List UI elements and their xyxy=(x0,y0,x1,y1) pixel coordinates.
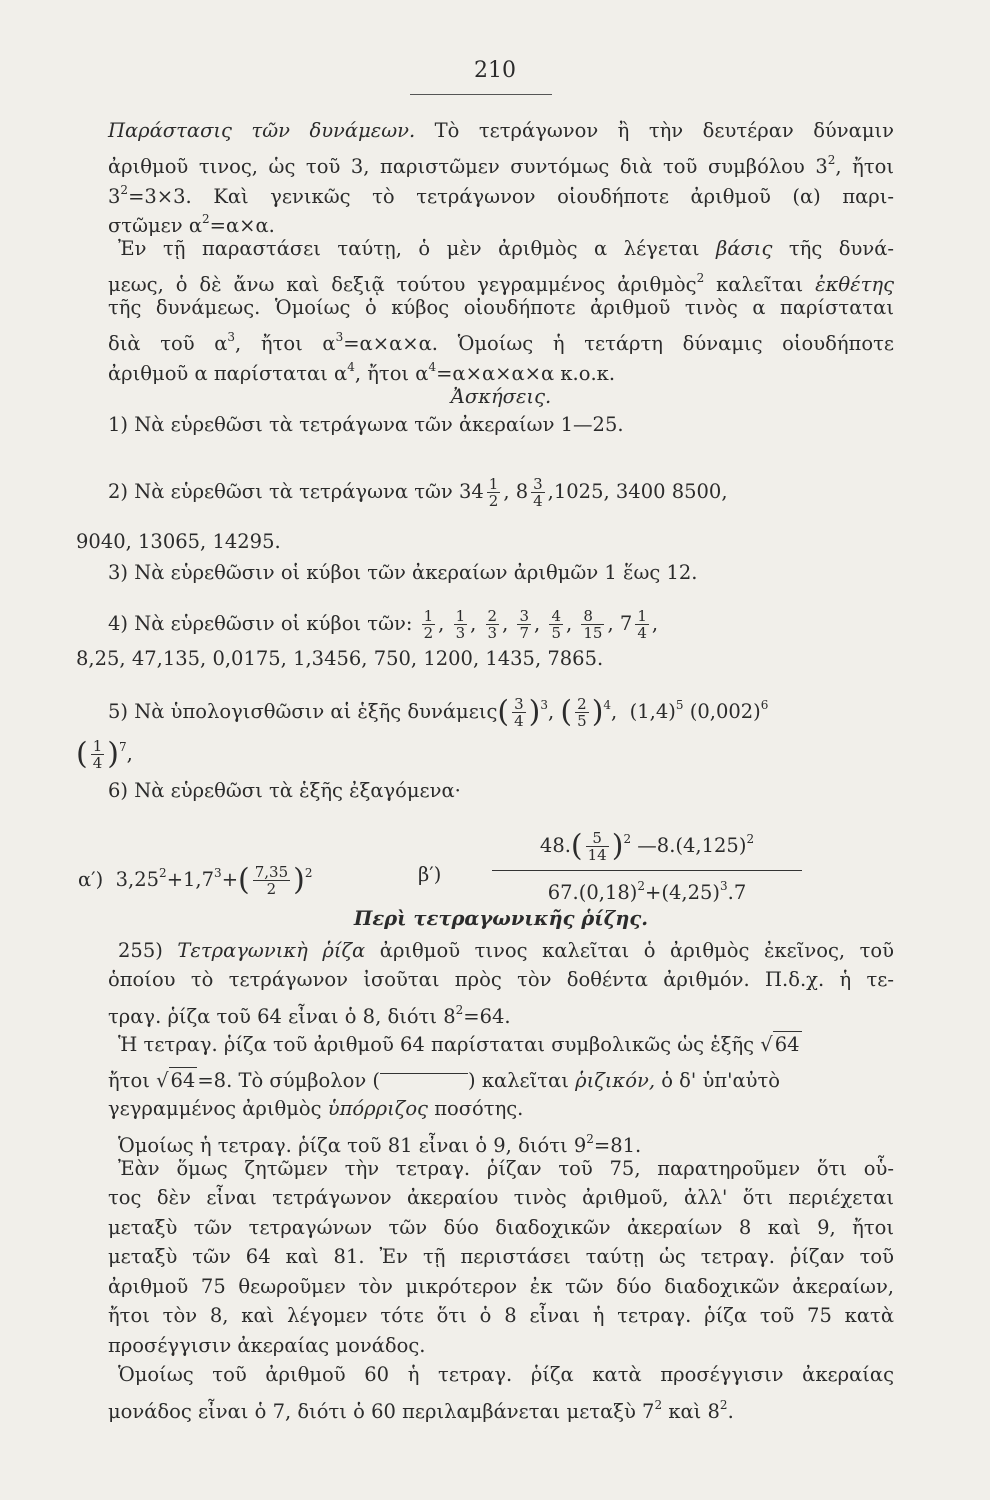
exponent: 2 xyxy=(654,1398,663,1412)
exercise-2-line2: 9040, 13065, 14295. xyxy=(76,530,281,553)
fraction xyxy=(581,608,604,641)
p60-line2 xyxy=(108,1392,894,1425)
exercise-1: 1) Νὰ εὑρεθῶσι τὰ τετράγωνα τῶν ἀκεραίων 1—25. xyxy=(108,413,624,436)
denominator: 2 xyxy=(266,880,277,898)
text: —8.(4,125) xyxy=(637,834,747,857)
fraction xyxy=(575,696,589,729)
denominator: 2 xyxy=(488,492,499,510)
exponent: 2 xyxy=(637,879,646,893)
denominator: 4 xyxy=(637,624,647,642)
sym-line1 xyxy=(118,1031,908,1058)
text: + xyxy=(221,868,239,891)
text: ἀριθμοῦ α παρίσταται α xyxy=(108,362,348,385)
text: =α×α. xyxy=(209,214,275,237)
exponent: 2 xyxy=(719,1398,728,1412)
page-number: 210 xyxy=(474,58,516,83)
exercise-6b-denominator xyxy=(492,873,802,906)
p255-line2: ὁποίου τὸ τετράγωνον ἰσοῦται πρὸς τὸν δοθέντα ἀριθμόν. Π.δ.χ. ἡ τε- xyxy=(108,968,894,991)
denominator: 4 xyxy=(514,712,524,730)
exercise-6b-label: β′) xyxy=(418,863,442,886)
numerator: 1 xyxy=(637,607,647,625)
exponent: 3 xyxy=(540,698,549,712)
sym-line3 xyxy=(108,1096,894,1122)
para2-line2 xyxy=(108,265,894,298)
para1-title: Παράστασις τῶν δυνάμεων. xyxy=(108,119,416,142)
exponent: 2 xyxy=(455,1003,464,1017)
exponent: 3 xyxy=(214,866,222,880)
p75-line2: τος δὲν εἶναι τετράγωνον ἀκεραίου τινὸς ἀριθμοῦ, ἀλλ' ὅτι περιέχεται xyxy=(108,1186,894,1209)
denominator: 15 xyxy=(583,624,603,642)
numerator: 7,35 xyxy=(254,863,289,881)
text: , ἤτοι α xyxy=(354,362,429,385)
exponent: 2 xyxy=(304,866,313,880)
text: 5) Νὰ ὑπολογισθῶσιν αἱ ἑξῆς δυνάμεις xyxy=(108,700,498,723)
section-heading: Περὶ τετραγωνικῆς ῥίζης. xyxy=(353,907,649,930)
text: =α×α×α. Ὁμοίως ἡ τετάρτη δύναμις οἱουδήποτε xyxy=(343,332,894,355)
text: ἤτοι xyxy=(108,1069,150,1092)
text: , ἤτοι α xyxy=(235,332,336,355)
text: 67.(0,18) xyxy=(547,881,638,904)
exponent: 5 xyxy=(675,698,684,712)
sym-line2 xyxy=(108,1067,894,1094)
text: =α×α×α×α κ.ο.κ. xyxy=(436,362,616,385)
numerator: 4 xyxy=(551,607,561,625)
text: τραγ. ῥίζα τοῦ 64 εἶναι ὁ 8, διότι 8 xyxy=(108,1005,456,1028)
italic-term: βάσις xyxy=(716,237,773,260)
exercise-4: 4) Νὰ εὑρεθῶσιν οἱ κύβοι τῶν: $\frac{1}{2}$ , $\frac{1}{3}$ , $\frac{2}{3}$ , $\frac{3}{7}$ , $\frac{4}{5}$ , $\frac{8}{15}$ , 7 $\frac{1}{4}$ , xyxy=(108,607,659,642)
numerator: 1 xyxy=(423,607,434,625)
italic-term: Τετραγωνικὴ ῥίζα xyxy=(177,939,366,962)
text: ποσότης. xyxy=(434,1097,524,1120)
exponent: 2 xyxy=(827,153,836,167)
fraction xyxy=(454,608,468,641)
exponent: 4 xyxy=(428,360,437,374)
text: Ὁμοίως ἡ τετραγ. ῥίζα τοῦ 81 εἶναι ὁ 9, διότι 9 xyxy=(118,1134,587,1157)
text: (0,002) xyxy=(689,700,761,723)
italic-term: ἐκθέτης xyxy=(815,273,895,296)
fraction xyxy=(517,608,531,641)
exponent: 7 xyxy=(118,740,127,754)
p75-line5: ἀριθμοῦ 75 θεωροῦμεν τὸν μικρότερον ἐκ τῶν δύο διαδοχικῶν ἀκεραίων, xyxy=(108,1275,894,1298)
text: καλεῖται xyxy=(716,273,804,296)
denominator: 3 xyxy=(487,624,498,642)
italic-term: ὑπόρριζος xyxy=(327,1097,428,1120)
exercise-5-line2: ( $\frac{1}{4}$ )$^7$, xyxy=(76,736,133,772)
text: 3,25 xyxy=(115,868,160,891)
numerator: 2 xyxy=(487,607,498,625)
text: 255) xyxy=(118,939,163,962)
radical-symbol-empty xyxy=(380,1073,468,1090)
text: ὁ δ' ὑπ'αὐτὸ xyxy=(661,1069,781,1092)
exponent: 2 xyxy=(746,832,755,846)
radicand: 64 xyxy=(774,1033,800,1056)
radical-sign: √ xyxy=(760,1033,773,1056)
text: , ἤτοι xyxy=(835,155,894,178)
exercise-4-fractions: $\frac{1}{2}$ , $\frac{1}{3}$ , $\frac{2}{3}$ , $\frac{3}{7}$ , $\frac{4}{5}$ , $\frac{8}{15}$ , xyxy=(423,607,620,642)
exponent: 2 xyxy=(120,183,129,197)
radicand: 64 xyxy=(170,1069,196,1092)
text: 48. xyxy=(539,834,571,857)
fraction-bar xyxy=(492,870,802,871)
exercise-6: 6) Νὰ εὑρεθῶσι τὰ ἑξῆς ἐξαγόμενα· xyxy=(108,779,461,802)
exponent: 6 xyxy=(760,698,769,712)
numerator: 3 xyxy=(533,475,543,493)
p81-line xyxy=(118,1126,904,1159)
numerator: 8 xyxy=(581,608,604,625)
numerator: 1 xyxy=(92,737,103,755)
denominator: 2 xyxy=(423,624,434,642)
fraction xyxy=(549,608,563,641)
numerator: 1 xyxy=(488,475,499,493)
p75-line1: Ἐὰν ὅμως ζητῶμεν τὴν τετραγ. ῥίζαν τοῦ 75, παρατηροῦμεν ὅτι οὗ- xyxy=(118,1157,894,1180)
text: τῆς δυνά- xyxy=(788,237,894,260)
para2-line3: τῆς δυνάμεως. Ὁμοίως ὁ κύβος οἱουδήποτε ἀριθμοῦ τινὸς α παρίσταται xyxy=(108,296,894,319)
label: α′) xyxy=(78,868,104,891)
exercise-6b-numerator: 48.( $\frac{5}{14}$ )$^2$ $—8.(4,125)^2$ xyxy=(539,828,755,864)
text: μεως, ὁ δὲ ἄνω καὶ δεξιᾷ τούτου γεγραμμένος ἀριθμὸς xyxy=(108,273,697,296)
italic-term: ῥιζικόν, xyxy=(575,1069,656,1092)
denominator: 4 xyxy=(533,492,543,510)
denominator: 5 xyxy=(551,624,561,642)
text: στῶμεν α xyxy=(108,214,202,237)
radical-sign: √ xyxy=(156,1069,169,1092)
text: Ἡ τετραγ. ῥίζα τοῦ ἀριθμοῦ 64 παρίσταται συμβολικῶς ὡς ἑξῆς xyxy=(118,1033,755,1056)
fraction xyxy=(486,608,500,641)
exercise-3: 3) Νὰ εὑρεθῶσιν οἱ κύβοι τῶν ἀκεραίων ἀριθμῶν 1 ἕως 12. xyxy=(108,561,698,584)
fraction xyxy=(253,864,290,897)
exponent: 3 xyxy=(335,330,344,344)
text: (1,4) xyxy=(629,700,676,723)
exponent: 2 xyxy=(159,866,167,880)
exponent: 4 xyxy=(603,698,612,712)
whole-number: 7 xyxy=(619,612,633,635)
exercise-5: 5) Νὰ ὑπολογισθῶσιν αἱ ἑξῆς δυνάμεις( $\frac{3}{4}$ )$^3$, ( $\frac{2}{5}$ )$^4$, $(1,4)^5$ $(0,002)^6$ xyxy=(108,694,769,730)
fraction xyxy=(512,696,526,729)
para2-line5 xyxy=(108,354,894,387)
p75-line4: μεταξὺ τῶν 64 καὶ 81. Ἐν τῇ περιστάσει ταύτῃ ὡς τετραγ. ῥίζαν τοῦ xyxy=(108,1245,894,1268)
fraction xyxy=(635,608,649,641)
header-rule xyxy=(410,94,552,95)
exercise-6a: α′) $3,25^2+1,7^3+$( $\frac{7,35}{2}$ )$^2$ xyxy=(78,862,313,898)
para1-line2 xyxy=(108,147,894,180)
denominator: 3 xyxy=(455,624,466,642)
p255-line1 xyxy=(118,938,894,964)
para1-line1 xyxy=(108,118,894,144)
numerator: 3 xyxy=(514,695,524,713)
p75-line7: προσέγγισιν ἀκεραίας μονάδος. xyxy=(108,1334,426,1357)
fraction xyxy=(91,738,105,771)
text: =8. Τὸ σύμβολον ( xyxy=(197,1069,381,1092)
para2-line4 xyxy=(108,324,894,357)
exercises-heading: Ἀσκήσεις. xyxy=(450,385,552,408)
text: Ἐν τῇ παραστάσει ταύτῃ, ὁ μὲν ἀριθμὸς α λέγεται xyxy=(118,237,700,260)
fraction xyxy=(531,476,545,509)
para2-line1 xyxy=(118,236,894,262)
exponent: 3 xyxy=(720,879,728,893)
denominator: 4 xyxy=(92,754,103,772)
exercise-4-line2: 8,25, 47,135, 0,0175, 1,3456, 750, 1200, 1435, 7865. xyxy=(76,647,604,670)
numerator: 1 xyxy=(455,607,466,625)
text: ,1025, 3400 8500, xyxy=(547,480,728,503)
fraction xyxy=(586,830,609,863)
text: καὶ 8 xyxy=(668,1400,720,1423)
denominator: 7 xyxy=(519,624,530,642)
numerator: 2 xyxy=(577,695,587,713)
text: =64. xyxy=(463,1005,511,1028)
exponent: 4 xyxy=(347,360,355,374)
fraction xyxy=(487,476,501,509)
text: γεγραμμένος ἀριθμὸς xyxy=(108,1097,322,1120)
para1-line4 xyxy=(108,206,894,239)
text: μονάδος εἶναι ὁ 7, διότι ὁ 60 περιλαμβάνεται μεταξὺ 7 xyxy=(108,1400,655,1423)
text: ἀριθμοῦ τινος, ὡς τοῦ 3, παριστῶμεν συντόμως διὰ τοῦ συμβόλου 3 xyxy=(108,155,828,178)
text: 4) Νὰ εὑρεθῶσιν οἱ κύβοι τῶν: xyxy=(108,612,413,635)
text: ἀριθμοῦ τινος καλεῖται ὁ ἀριθμὸς ἐκεῖνος, τοῦ xyxy=(379,939,895,962)
text: , 8 xyxy=(503,480,529,503)
fraction xyxy=(422,608,436,641)
text: 3 xyxy=(108,185,121,208)
exponent: 3 xyxy=(227,330,236,344)
numerator: 5 xyxy=(586,830,609,847)
exponent: 2 xyxy=(696,271,705,285)
text: +1,7 xyxy=(166,868,215,891)
exponent: 2 xyxy=(586,1132,594,1146)
text: διὰ τοῦ α xyxy=(108,332,228,355)
text: ) καλεῖται xyxy=(468,1069,569,1092)
p75-line6: ἤτοι τὸν 8, καὶ λέγομεν τότε ὅτι ὁ 8 εἶναι ἡ τετραγ. ῥίζα τοῦ 75 κατὰ xyxy=(108,1304,894,1327)
exponent: 2 xyxy=(202,212,210,226)
exponent: 2 xyxy=(623,832,632,846)
p255-line3 xyxy=(108,997,894,1030)
denominator: 14 xyxy=(587,846,607,864)
denominator: 5 xyxy=(577,712,587,730)
text: .7 xyxy=(727,881,747,904)
text: 2) Νὰ εὑρεθῶσι τὰ τετράγωνα τῶν 34 xyxy=(108,480,484,503)
para1-text: Τὸ τετράγωνον ἢ τὴν δευτέραν δύναμιν xyxy=(434,119,894,142)
p75-line3: μεταξὺ τῶν τετραγώνων τῶν δύο διαδοχικῶν ἀκεραίων 8 καὶ 9, ἤτοι xyxy=(108,1216,894,1239)
text: =3×3. Καὶ γενικῶς τὸ τετράγωνον οἱουδήποτε ἀριθμοῦ (α) παρι- xyxy=(128,185,894,208)
text: . xyxy=(727,1400,734,1423)
text: =81. xyxy=(593,1134,642,1157)
numerator: 3 xyxy=(519,607,530,625)
text: +(4,25) xyxy=(645,881,721,904)
exercise-2 xyxy=(108,476,894,509)
p60-line1: Ὁμοίως τοῦ ἀριθμοῦ 60 ἡ τετραγ. ῥίζα κατὰ προσέγγισιν ἀκεραίας xyxy=(118,1363,894,1386)
